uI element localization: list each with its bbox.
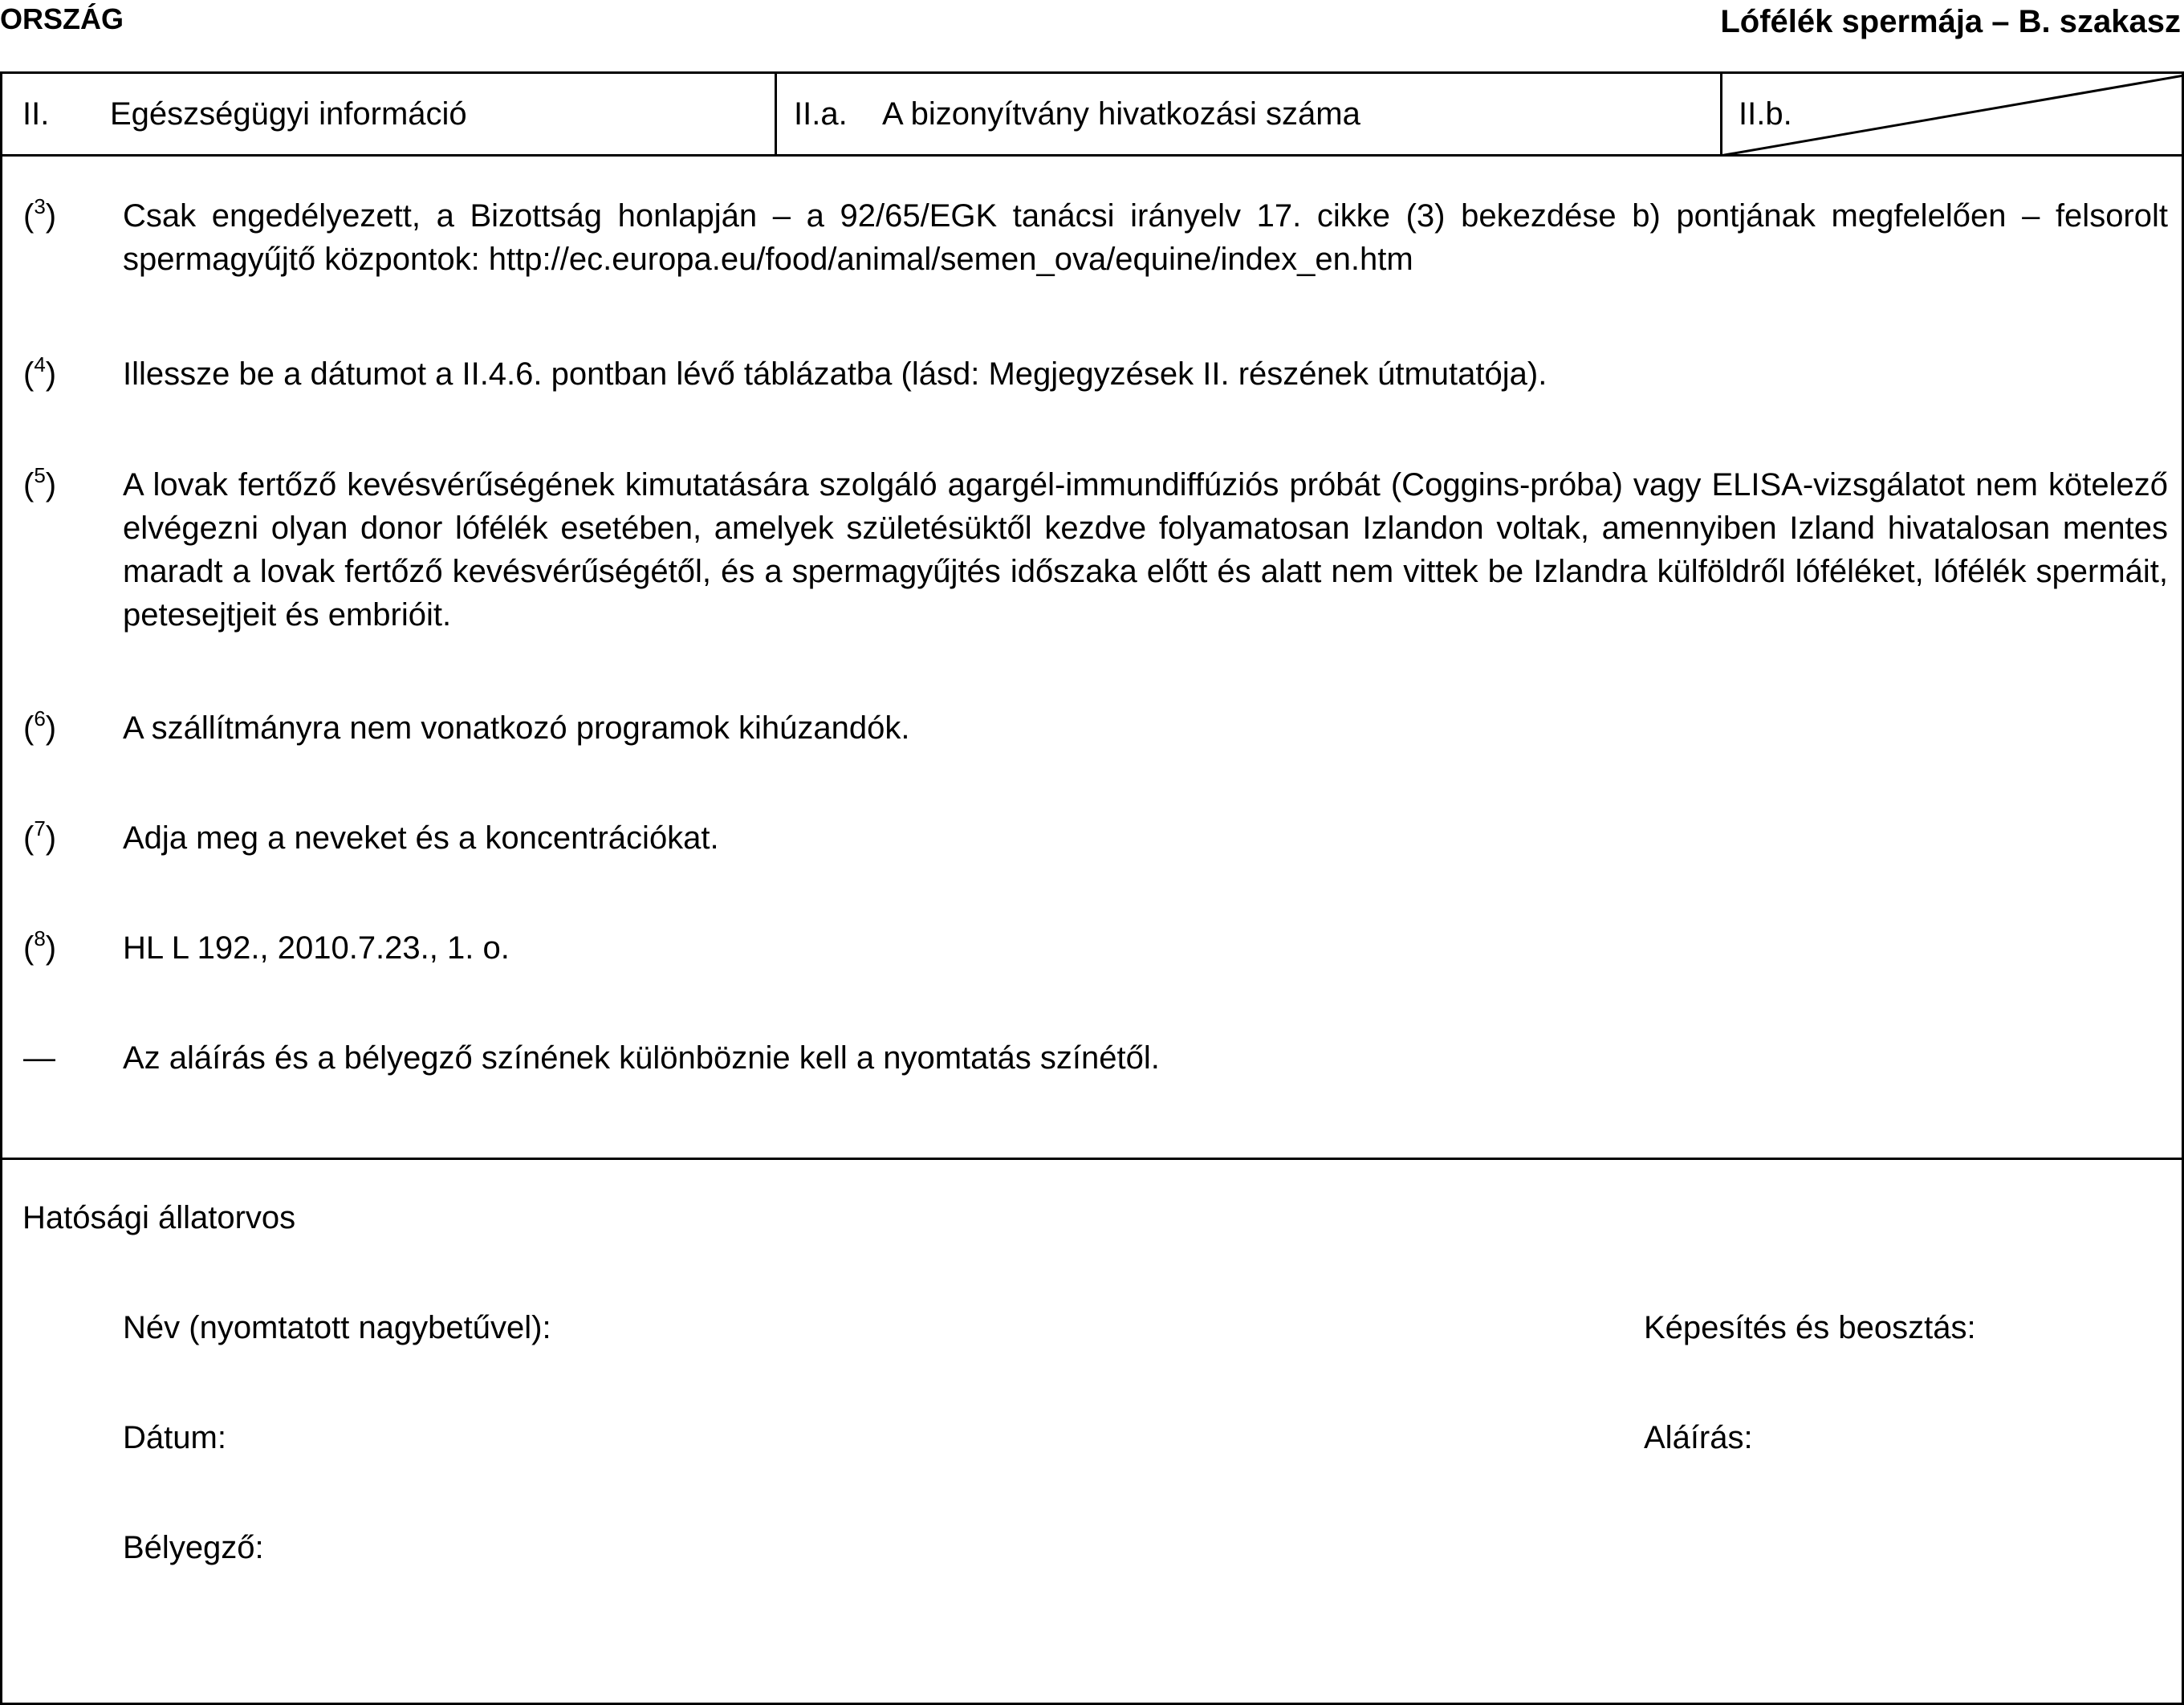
reference-number-label: A bizonyítvány hivatkozási száma <box>882 96 1360 132</box>
note-dash <box>2 1036 2184 1080</box>
note-text: A szállítmányra nem vonatkozó programok kihúzandók. <box>123 710 910 746</box>
note-text: Az aláírás és a bélyegző színének különböznie kell a nyomtatás színétől. <box>123 1040 1160 1076</box>
note-6 <box>2 706 2184 750</box>
qualification-label: Képesítés és beosztás: <box>1644 1310 1976 1345</box>
stamp-label: Bélyegző: <box>123 1530 264 1565</box>
name-label: Név (nyomtatott nagybetűvel): <box>123 1310 551 1345</box>
note-marker: ($^3$) <box>23 193 57 234</box>
note-text: Illessze be a dátumot a II.4.6. pontban lévő táblázatba (lásd: Megjegyzések II. részének útmutatója). <box>123 356 1548 392</box>
note-4 <box>2 352 2184 396</box>
note-text: Adja meg a neveket és a koncentrációkat. <box>123 820 719 856</box>
reference-number-code: II.a. <box>794 96 848 132</box>
section-title: Lófélék spermája – B. szakasz <box>1720 4 2181 39</box>
note-dash-marker: — <box>23 1040 55 1076</box>
section-number: II. <box>22 96 50 132</box>
note-text: Csak engedélyezett, a Bizottság honlapján – a 92/65/EGK tanácsi irányelv 17. cikke (3) bekezdése b) pontjának megfelelően – felsorolt spermagyűjtő központok: http://ec.europa.eu/food/animal/semen_ova/equine/index_en.htm <box>123 198 2168 277</box>
note-text: A lovak fertőző kevésvérűségének kimutatására szolgáló agargél-immundiffúziós próbát (Coggins-próba) vagy ELISA-vizsgálatot nem kötelező elvégezni olyan donor lófélék esetében, amelyek születésüktől kezdve folyamatosan Izlandon voltak, amennyiben Izland hivatalosan mentes maradt a lovak fertőző kevésvérűségétől, és a spermagyűjtés időszaka előtt és alatt nem vittek be Izlandra külföldről lóféléket, lófélék spermáit, petesejtjeit és embrióit. <box>123 467 2168 633</box>
section-label: Egészségügyi információ <box>110 96 467 132</box>
note-text: HL L 192., 2010.7.23., 1. o. <box>123 930 510 966</box>
note-marker: ($^5$) <box>23 462 57 503</box>
date-label: Dátum: <box>123 1420 226 1455</box>
column-divider-1 <box>775 74 777 154</box>
note-marker: ($^6$) <box>23 706 57 746</box>
note-7 <box>2 816 2184 860</box>
iib-code: II.b. <box>1739 96 1792 132</box>
note-5 <box>2 463 2184 637</box>
note-3 <box>2 194 2184 281</box>
signature-divider <box>2 1158 2182 1160</box>
certificate-frame <box>0 71 2184 1705</box>
note-marker: ($^8$) <box>23 926 57 966</box>
note-8 <box>2 926 2184 970</box>
note-marker: ($^7$) <box>23 816 57 856</box>
official-vet-label: Hatósági állatorvos <box>22 1200 296 1235</box>
signature-label: Aláírás: <box>1644 1420 1753 1455</box>
note-marker: ($^4$) <box>23 352 57 392</box>
country-label: ORSZÁG <box>0 2 124 35</box>
